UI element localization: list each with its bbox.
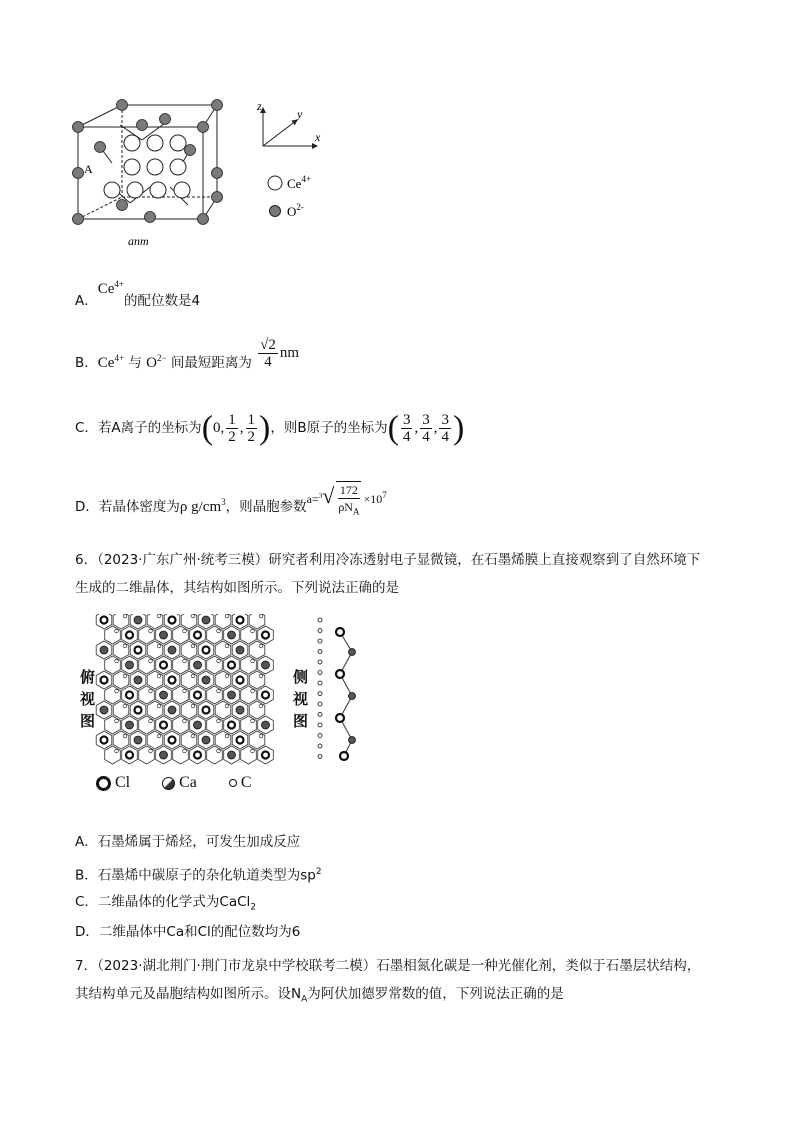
c-atom <box>191 614 195 618</box>
c-atom <box>123 614 127 618</box>
cl-atom <box>126 752 133 759</box>
c-atom <box>123 734 127 738</box>
option-letter: C． <box>75 420 98 436</box>
o-legend-symbol <box>270 206 281 217</box>
graphene-hexagon <box>207 656 223 674</box>
q6-option-d: D．二维晶体中Ca和Cl的配位数均为6 <box>75 924 301 940</box>
o-ion: $O^{2-}$ <box>146 353 167 371</box>
graphene-hexagon <box>105 626 121 644</box>
cl-atom <box>135 647 142 654</box>
ca-atom <box>100 706 108 714</box>
question-number: 6． <box>75 552 98 568</box>
cl-atom <box>169 737 176 744</box>
ca-atom <box>228 631 236 639</box>
cl-legend: Cl <box>96 774 130 792</box>
c-atom <box>191 674 195 678</box>
graphene-hexagon <box>105 656 121 674</box>
graphene-hexagon <box>207 626 223 644</box>
c-atom <box>157 734 161 738</box>
unit: nm <box>279 345 300 361</box>
q6-option-c: C．二维晶体的化学式为CaCl$_2$ <box>75 894 257 913</box>
question-stem: 石墨相氮化碳是一种光催化剂，类似于石墨层状结构， <box>376 958 701 974</box>
c-atom-side <box>318 723 322 727</box>
c-atom-side <box>318 639 322 643</box>
graphene-hexagon <box>241 746 257 764</box>
option-text: 的配位数是4 <box>124 293 201 309</box>
cl-atom <box>237 737 244 744</box>
graphene-hexagon <box>105 746 121 764</box>
graphene-hexagon <box>105 716 121 734</box>
option-text: ，则B原子的坐标为 <box>270 420 388 436</box>
cl-atom <box>101 617 108 624</box>
graphene-hexagon <box>181 731 197 749</box>
graphene-hexagon <box>215 701 231 719</box>
ca-atom-side <box>349 693 356 700</box>
ca-atom <box>126 661 134 669</box>
c-atom-side <box>318 713 322 717</box>
coordinate-b: ( $\frac{3}{4}$ , $\frac{3}{4}$ , $\frac{3}{4}$ ) <box>387 409 465 447</box>
c-atom <box>191 644 195 648</box>
graphene-hexagon <box>173 716 189 734</box>
cl-atom <box>135 707 142 714</box>
c-atom <box>191 704 195 708</box>
graphene-hexagon <box>249 731 265 749</box>
cl-atom <box>194 692 201 699</box>
ca-atom <box>160 751 168 759</box>
cl-atom <box>203 707 210 714</box>
graphene-hexagon <box>215 671 231 689</box>
cl-atom-side <box>336 714 344 722</box>
c-atom <box>123 704 127 708</box>
q5-option-c <box>75 408 464 448</box>
graphene-hexagon <box>113 731 129 749</box>
c-atom <box>157 614 161 618</box>
graphene-hexagon <box>139 686 155 704</box>
ca-atom <box>228 691 236 699</box>
cl-atom <box>194 632 201 639</box>
graphene-hexagon <box>139 746 155 764</box>
c-legend: C <box>229 774 252 792</box>
cl-atom <box>262 692 269 699</box>
c-atom <box>251 659 255 663</box>
c-atom <box>183 689 187 693</box>
cl-atom <box>169 617 176 624</box>
x-axis-label: x <box>315 130 321 144</box>
graphene-hexagon <box>139 716 155 734</box>
ca-atom <box>262 721 270 729</box>
ca-atom-side <box>349 649 356 656</box>
cl-atom <box>262 752 269 759</box>
graphene-hexagon <box>181 671 197 689</box>
c-atom <box>149 719 153 723</box>
q6-legend <box>96 774 252 792</box>
top-view-label: 俯 视 图 <box>80 668 96 730</box>
q6-option-a: A．石墨烯属于烯烃，可发生加成反应 <box>75 834 301 850</box>
graphene-hexagon <box>173 746 189 764</box>
q6-stem <box>75 546 725 602</box>
c-atom <box>149 749 153 753</box>
ca-atom <box>202 676 210 684</box>
question-source: （2023·湖北荆门·荆门市龙泉中学校联考二模） <box>97 958 377 974</box>
c-atom <box>217 719 221 723</box>
graphene-hexagon <box>207 716 223 734</box>
option-letter: B． <box>75 355 98 371</box>
c-atom <box>183 629 187 633</box>
cl-atom <box>262 632 269 639</box>
graphene-hexagon <box>139 626 155 644</box>
graphene-hexagon <box>113 701 129 719</box>
lattice-formula: a=$^3$√ $\frac{172}{\rho N_A}$ $\times 10^7$ <box>307 492 387 506</box>
graphene-hexagon <box>173 626 189 644</box>
cl-atom <box>160 722 167 729</box>
c-atom <box>191 734 195 738</box>
graphene-hexagon <box>147 701 163 719</box>
cl-atom <box>237 677 244 684</box>
ca-atom <box>134 676 142 684</box>
q6-option-b: B．石墨烯中碳原子的杂化轨道类型为$sp^2$ <box>75 867 322 884</box>
ca-atom <box>262 661 270 669</box>
c-atom <box>115 659 119 663</box>
graphene-hexagon <box>173 656 189 674</box>
graphene-hexagon <box>139 656 155 674</box>
graphene-hexagon <box>173 686 189 704</box>
c-atom <box>115 629 119 633</box>
c-atom <box>251 749 255 753</box>
question-number: 7． <box>75 958 98 974</box>
q7-stem <box>75 952 725 1014</box>
ca-legend: Ca <box>162 774 197 792</box>
ca-atom <box>194 661 202 669</box>
graphene-hexagon <box>241 656 257 674</box>
c-atom <box>149 659 153 663</box>
c-atom <box>157 674 161 678</box>
c-atom-side <box>318 629 322 633</box>
cl-atom <box>203 647 210 654</box>
c-atom <box>251 719 255 723</box>
c-atom <box>217 659 221 663</box>
cl-atom <box>228 662 235 669</box>
point-a-label: A <box>84 162 93 176</box>
graphene-hexagon <box>181 701 197 719</box>
z-axis-label: z <box>257 99 262 113</box>
y-axis-label: y <box>297 107 303 121</box>
graphene-hexagon <box>105 686 121 704</box>
c-atom <box>225 734 229 738</box>
c-atom <box>157 704 161 708</box>
graphene-hexagon <box>249 671 265 689</box>
coordinate-a: (0, $\frac{1}{2}$ , $\frac{1}{2}$ ) <box>201 409 271 447</box>
axes-and-legend <box>255 98 345 223</box>
c-atom-side <box>318 744 322 748</box>
graphene-hexagon <box>147 671 163 689</box>
side-view-label: 侧 视 图 <box>293 668 309 730</box>
graphene-hexagon <box>215 641 231 659</box>
ca-atom <box>134 736 142 744</box>
c-atom <box>217 749 221 753</box>
c-atom-side <box>318 755 322 759</box>
density-unit: ρ $g/cm^3$ <box>179 497 226 515</box>
ca-atom <box>236 706 244 714</box>
ca-atom <box>168 706 176 714</box>
cl-atom <box>194 752 201 759</box>
graphene-hexagon <box>241 686 257 704</box>
ca-atom <box>228 751 236 759</box>
ca-atom <box>100 646 108 654</box>
ceo2-unit-cell-figure <box>70 95 240 250</box>
cl-atom <box>101 737 108 744</box>
q5-option-b <box>75 336 300 381</box>
cl-atom <box>126 632 133 639</box>
ca-atom <box>160 631 168 639</box>
ce-ion: $Ce^{4+}$ <box>97 353 125 371</box>
c-atom <box>259 704 263 708</box>
option-letter: D． <box>75 499 99 515</box>
c-atom <box>183 749 187 753</box>
edge-length-label: anm <box>128 234 149 248</box>
c-atom <box>225 704 229 708</box>
q5-option-d <box>75 482 387 527</box>
graphene-hexagon <box>249 701 265 719</box>
c-atom <box>115 689 119 693</box>
graphene-hexagon <box>147 641 163 659</box>
c-atom <box>251 689 255 693</box>
ca-atom <box>202 616 210 624</box>
c-atom-side <box>318 702 322 706</box>
connector-text: 与 <box>128 355 142 371</box>
c-atom-side <box>318 734 322 738</box>
ca-atom <box>168 646 176 654</box>
ca-atom <box>160 691 168 699</box>
c-atom-side <box>318 618 322 622</box>
c-atom-side <box>318 671 322 675</box>
cl-atom <box>237 617 244 624</box>
graphene-hexagon <box>241 716 257 734</box>
question-stem: 其结构单元及晶胞结构如图所示。设$N_A$为阿伏加德罗常数的值，下列说法正确的是 <box>75 986 564 1005</box>
c-atom <box>251 629 255 633</box>
cl-atom-side <box>336 670 344 678</box>
c-atom <box>259 734 263 738</box>
c-atom-side <box>318 692 322 696</box>
c-atom <box>225 644 229 648</box>
ca-atom <box>134 616 142 624</box>
graphene-hexagon <box>241 626 257 644</box>
c-atom <box>149 689 153 693</box>
cl-atom <box>228 722 235 729</box>
c-atom <box>115 719 119 723</box>
c-atom <box>157 644 161 648</box>
c-atom <box>225 674 229 678</box>
cl-atom <box>101 677 108 684</box>
distance-fraction: $\frac{√2}{4}$ <box>260 336 276 370</box>
c-atom <box>183 659 187 663</box>
graphene-hexagon <box>113 641 129 659</box>
c-atom <box>225 614 229 618</box>
ce-legend-label: $Ce^{4+}$ <box>287 174 312 191</box>
c-atom <box>259 644 263 648</box>
question-source: （2023·广东广州·统考三模） <box>97 552 269 568</box>
o-legend-label: $O^{2-}$ <box>287 202 304 219</box>
graphene-hexagon <box>207 746 223 764</box>
c-atom-side <box>318 660 322 664</box>
c-atom <box>259 674 263 678</box>
cl-atom-side <box>336 628 344 636</box>
c-atom <box>123 674 127 678</box>
q5-option-a <box>75 279 201 311</box>
option-text: 若A离子的坐标为 <box>97 420 202 436</box>
c-atom <box>217 629 221 633</box>
c-atom <box>217 689 221 693</box>
ce-legend-symbol <box>268 176 282 190</box>
c-atom <box>259 614 263 618</box>
ca-symbol <box>162 777 175 790</box>
cl-atom <box>126 692 133 699</box>
cl-symbol <box>96 776 111 791</box>
ca-atom <box>236 646 244 654</box>
cl-atom-side <box>340 752 348 760</box>
q6-crystal-figure <box>78 614 378 804</box>
c-atom <box>183 719 187 723</box>
c-atom <box>115 749 119 753</box>
graphene-hexagon <box>207 686 223 704</box>
option-letter: A． <box>75 293 98 309</box>
c-atom <box>123 644 127 648</box>
c-atom-side <box>318 681 322 685</box>
ce-ion: $Ce^{4+}$ <box>97 279 124 297</box>
ca-atom-side <box>349 737 356 744</box>
graphene-hexagon <box>147 731 163 749</box>
ca-atom <box>126 721 134 729</box>
option-text: 间最短距离为 <box>170 355 252 371</box>
ca-atom <box>194 721 202 729</box>
c-symbol <box>229 779 237 787</box>
graphene-hexagon <box>113 671 129 689</box>
graphene-hexagon <box>215 731 231 749</box>
cl-atom <box>169 677 176 684</box>
graphene-hexagon <box>181 641 197 659</box>
c-atom-side <box>318 650 322 654</box>
question-stem: 研究者利用冷冻透射电子显微镜，在石墨烯膜上直接观察到了自然环境下 <box>268 552 701 568</box>
c-atom <box>149 629 153 633</box>
ca-atom <box>202 736 210 744</box>
question-stem: 生成的二维晶体，其结构如图所示。下列说法正确的是 <box>75 580 399 596</box>
option-text: 若晶体密度为 <box>98 499 180 515</box>
graphene-hexagon <box>249 641 265 659</box>
option-text: ，则晶胞参数 <box>225 499 307 515</box>
cl-atom <box>160 662 167 669</box>
